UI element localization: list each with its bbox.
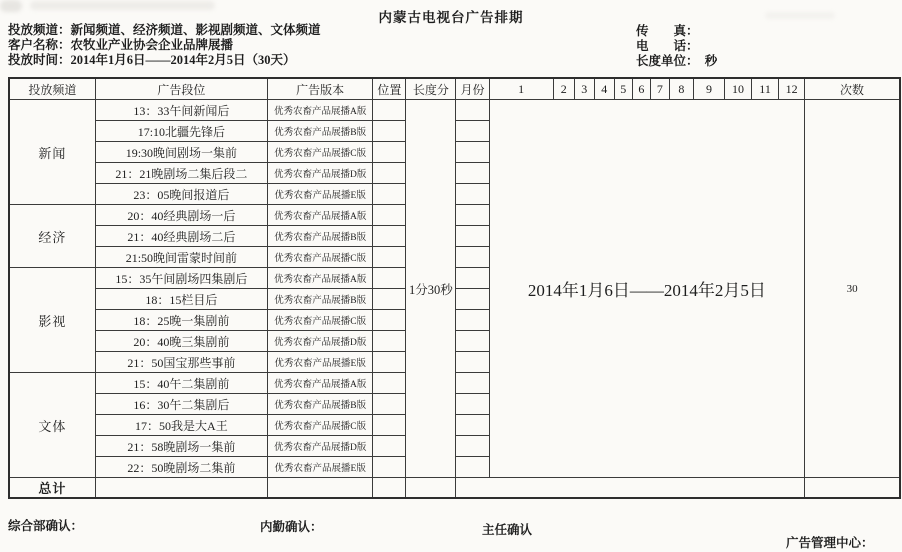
channels-label: 投放频道： [8,23,71,37]
position-cell [373,226,406,247]
ad-version-cell: 优秀农畜产品展播C版 [268,247,373,268]
ad-version-cell: 优秀农畜产品展播C版 [268,415,373,436]
month-cell [456,121,489,142]
position-cell [373,100,406,121]
header-month-5: 5 [614,78,632,100]
position-cell [373,352,406,373]
ad-version-cell: 优秀农畜产品展播A版 [268,100,373,121]
total-label: 总计 [9,478,95,499]
position-cell [373,310,406,331]
ad-version-cell: 优秀农畜产品展播A版 [268,268,373,289]
ad-slot-cell: 18：15栏目后 [95,289,267,310]
page-title: 内蒙古电视台广告排期 [378,10,524,25]
total-row [9,478,900,499]
month-cell [456,163,489,184]
month-cell [456,331,489,352]
ad-slot-cell: 17:10北疆先锋后 [95,121,267,142]
header-slot: 广告段位 [95,78,267,100]
ad-slot-cell: 18：25晚一集剧前 [95,310,267,331]
ad-slot-cell: 15：40午二集剧前 [95,373,267,394]
ad-center-label: 广告管理中心： [786,536,874,550]
month-cell [456,184,489,205]
month-cell [456,394,489,415]
ad-slot-cell: 21：58晚剧场一集前 [95,436,267,457]
header-count: 次数 [805,78,900,100]
header-month: 月份 [456,78,489,100]
ad-version-cell: 优秀农畜产品展播B版 [268,226,373,247]
header-info-right [636,24,717,70]
client-label: 客户名称： [8,38,71,53]
ad-slot-cell: 21：50国宝那些事前 [95,352,267,373]
fax-label: 传 真： [636,24,699,38]
phone-label: 电 话： [636,39,699,54]
ad-version-cell: 优秀农畜产品展播A版 [268,205,373,226]
ad-version-cell: 优秀农畜产品展播D版 [268,436,373,457]
director-confirm-label: 主任确认 [482,523,533,537]
ad-slot-cell: 15：35午间剧场四集剧后 [95,268,267,289]
date-range-merged-cell: 2014年1月6日——2014年2月5日 [489,100,805,478]
client-line [8,38,321,53]
header-month-2: 2 [553,78,574,100]
position-cell [373,184,406,205]
position-cell [373,121,406,142]
header-month-11: 11 [752,78,779,100]
month-cell [456,352,489,373]
position-cell [373,436,406,457]
unit-value: 秒 [704,54,718,69]
month-cell [456,457,489,478]
month-cell [456,436,489,457]
channels-value: 新闻频道、经济频道、影视剧频道、文体频道 [70,23,321,37]
client-value: 农牧业产业协会企业品牌展播 [70,38,234,53]
ad-version-cell: 优秀农畜产品展播A版 [268,373,373,394]
unit-line [636,54,717,69]
ad-version-cell: 优秀农畜产品展播C版 [268,310,373,331]
ad-version-cell: 优秀农畜产品展播E版 [268,457,373,478]
position-cell [373,268,406,289]
total-version-cell [268,478,373,499]
phone-line [636,39,717,54]
position-cell [373,415,406,436]
ad-slot-cell: 16：30午二集剧后 [95,394,267,415]
header-month-4: 4 [594,78,614,100]
month-cell [456,310,489,331]
header-month-7: 7 [650,78,669,100]
table-header-row [9,78,900,100]
position-cell [373,331,406,352]
header-month-12: 12 [779,78,805,100]
ad-version-cell: 优秀农畜产品展播B版 [268,394,373,415]
channels-line [8,23,321,38]
header-channel: 投放频道 [9,78,95,100]
header-position: 位置 [373,78,406,100]
ad-slot-cell: 19:30晚间剧场一集前 [95,142,267,163]
ad-version-cell: 优秀农畜产品展播B版 [268,121,373,142]
position-cell [373,373,406,394]
ad-slot-cell: 23：05晚间报道后 [95,184,267,205]
month-cell [456,289,489,310]
header-length: 长度分 [406,78,456,100]
ad-slot-cell: 21：40经典剧场二后 [95,226,267,247]
position-cell [373,205,406,226]
ad-slot-cell: 21：21晚剧场二集后段二 [95,163,267,184]
position-cell [373,142,406,163]
month-cell [456,415,489,436]
ad-version-cell: 优秀农畜产品展播E版 [268,184,373,205]
position-cell [373,163,406,184]
month-cell [456,142,489,163]
total-length-cell [406,478,456,499]
header-month-10: 10 [724,78,751,100]
time-line [8,53,321,68]
ad-version-cell: 优秀农畜产品展播E版 [268,352,373,373]
ad-version-cell: 优秀农畜产品展播C版 [268,142,373,163]
total-count-cell [805,478,900,499]
time-label: 投放时间： [8,53,71,68]
channel-group-film: 影视 [9,268,95,373]
month-cell [456,100,489,121]
fax-line [636,24,717,39]
channel-group-sports: 文体 [9,373,95,478]
ad-version-cell: 优秀农畜产品展播D版 [268,163,373,184]
position-cell [373,394,406,415]
ad-schedule-table [8,77,901,499]
length-merged-cell: 1分30秒 [406,100,456,478]
ad-version-cell: 优秀农畜产品展播B版 [268,289,373,310]
month-cell [456,373,489,394]
month-cell [456,226,489,247]
ad-slot-cell: 21:50晚间雷蒙时间前 [95,247,267,268]
header-version: 广告版本 [268,78,373,100]
total-slot-cell [95,478,267,499]
position-cell [373,457,406,478]
position-cell [373,247,406,268]
unit-label: 长度单位： [636,54,693,69]
ad-slot-cell: 17：50我是大A王 [95,415,267,436]
month-cell [456,247,489,268]
ad-slot-cell: 22：50晚剧场二集前 [95,457,267,478]
dept-confirm-label: 综合部确认： [8,519,84,533]
ad-slot-cell: 20：40晚三集剧前 [95,331,267,352]
month-cell [456,205,489,226]
ad-slot-cell: 13：33午间新闻后 [95,100,267,121]
position-cell [373,289,406,310]
count-merged-cell: 30 [805,100,900,478]
table-row [9,100,900,121]
channel-group-economy: 经济 [9,205,95,268]
ad-slot-cell: 20：40经典剧场一后 [95,205,267,226]
header-info-left [8,23,321,69]
ad-version-cell: 优秀农畜产品展播D版 [268,331,373,352]
month-cell [456,268,489,289]
header-month-6: 6 [632,78,650,100]
channel-group-news: 新闻 [9,100,95,205]
header-month-8: 8 [669,78,693,100]
time-value: 2014年1月6日——2014年2月5日（30天） [70,53,296,68]
header-month-1: 1 [489,78,553,100]
internal-confirm-label: 内勤确认： [260,520,323,534]
header-month-9: 9 [693,78,724,100]
header-month-3: 3 [574,78,594,100]
total-months-cell [456,478,805,499]
total-position-cell [373,478,406,499]
